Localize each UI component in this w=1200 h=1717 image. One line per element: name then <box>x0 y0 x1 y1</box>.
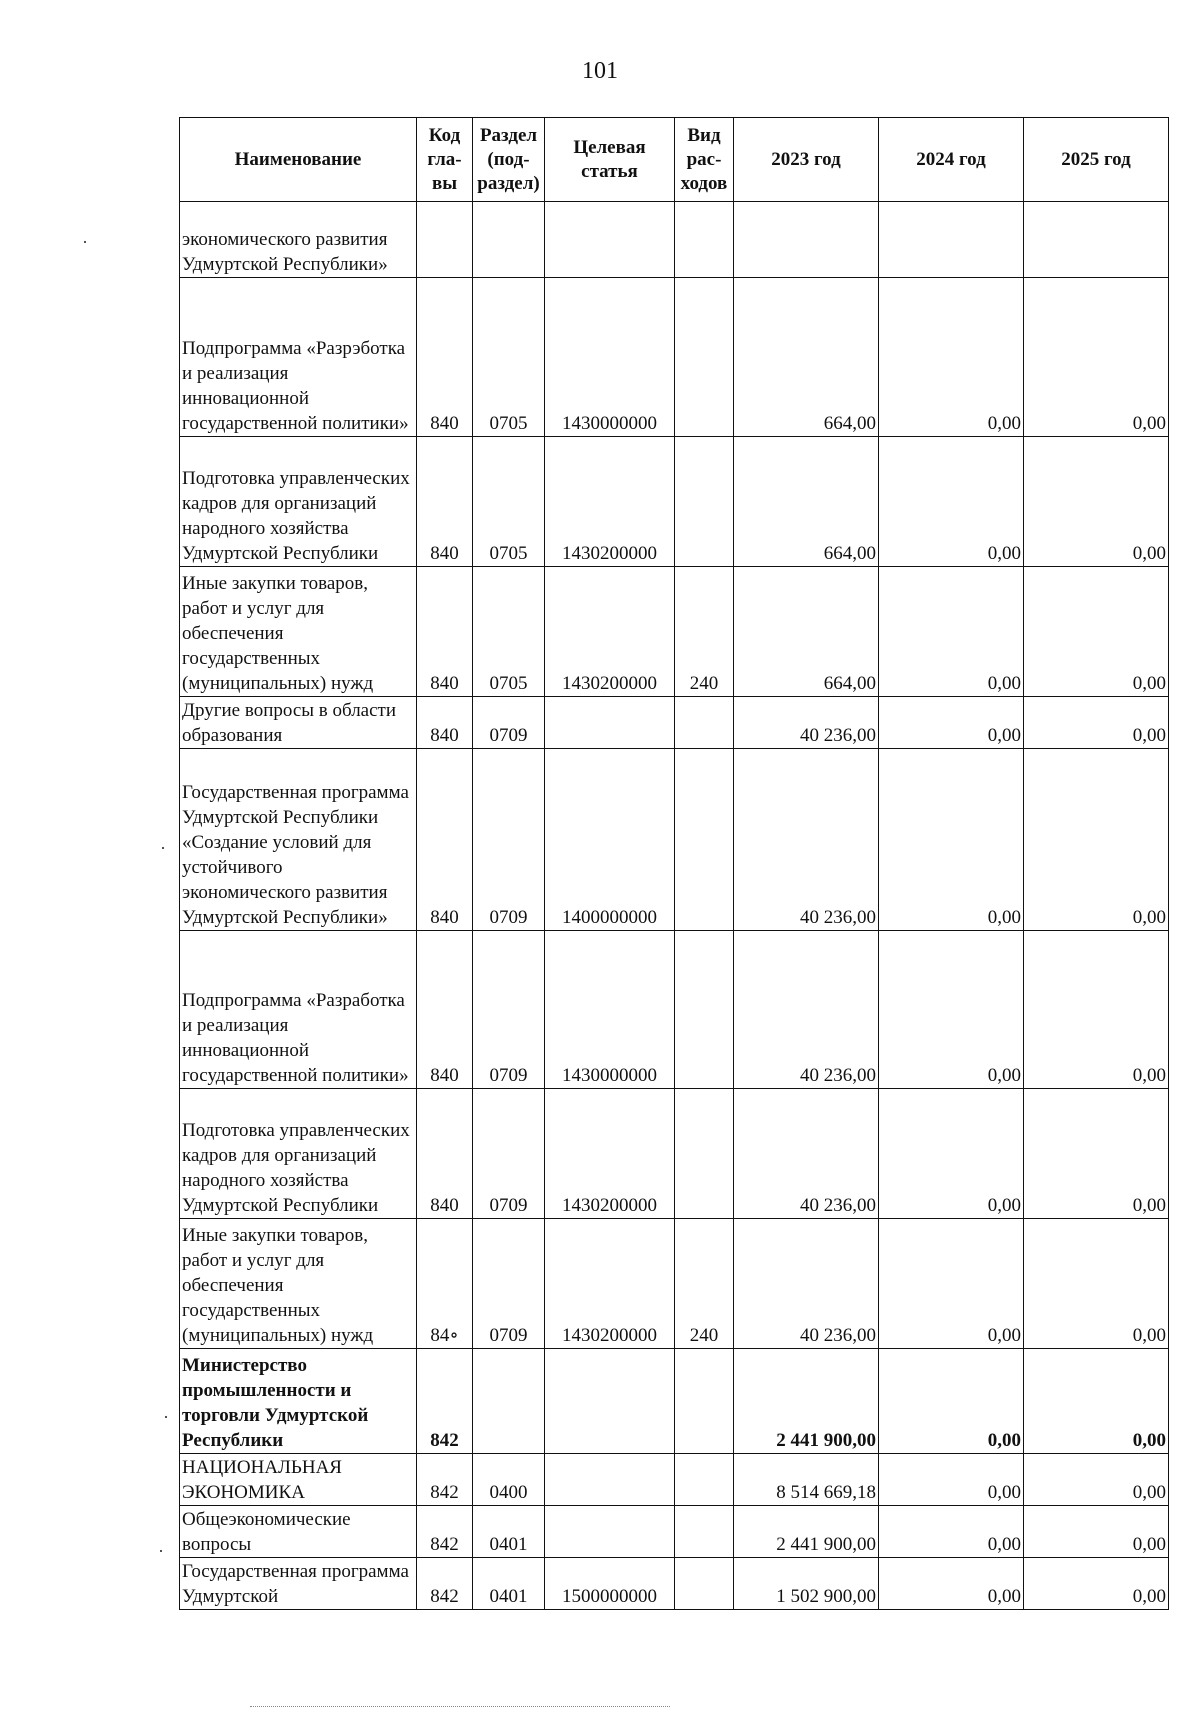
table-row <box>180 697 1169 749</box>
scan-artifact-line <box>250 1706 670 1707</box>
cell-y2024 <box>879 202 1024 278</box>
cell-chapter: 840 <box>417 567 473 697</box>
cell-section <box>473 202 545 278</box>
cell-name: Подготовка управленческих кадров для организаций народного хозяйства Удмуртской Республики <box>180 1089 417 1219</box>
cell-section: 0709 <box>473 931 545 1089</box>
cell-y2024: 0,00 <box>879 437 1024 567</box>
cell-y2024: 0,00 <box>879 1454 1024 1506</box>
cell-target <box>545 1349 675 1454</box>
table-row <box>180 931 1169 1089</box>
cell-exp-type <box>675 1454 734 1506</box>
cell-target: 1500000000 <box>545 1558 675 1610</box>
cell-y2025: 0,00 <box>1024 1454 1169 1506</box>
table-row <box>180 278 1169 437</box>
cell-y2025: 0,00 <box>1024 1558 1169 1610</box>
cell-exp-type <box>675 1558 734 1610</box>
cell-section: 0400 <box>473 1454 545 1506</box>
table-header-row <box>180 118 1169 202</box>
cell-y2024: 0,00 <box>879 567 1024 697</box>
col-header-chapter: Код гла-вы <box>417 118 473 202</box>
cell-chapter: 84∘ <box>417 1219 473 1349</box>
cell-y2024: 0,00 <box>879 278 1024 437</box>
scan-dot: · <box>82 232 88 252</box>
cell-target: 1430000000 <box>545 278 675 437</box>
cell-y2023: 40 236,00 <box>734 697 879 749</box>
cell-y2023: 40 236,00 <box>734 749 879 931</box>
cell-exp-type <box>675 202 734 278</box>
cell-exp-type <box>675 1349 734 1454</box>
cell-name: Иные закупки товаров, работ и услуг для обеспечения государственных (муниципальных) нужд <box>180 1219 417 1349</box>
cell-chapter: 840 <box>417 1089 473 1219</box>
cell-chapter: 842 <box>417 1506 473 1558</box>
cell-section: 0705 <box>473 437 545 567</box>
cell-y2025: 0,00 <box>1024 1219 1169 1349</box>
table-row <box>180 437 1169 567</box>
cell-exp-type <box>675 437 734 567</box>
cell-section <box>473 1349 545 1454</box>
col-header-2025: 2025 год <box>1024 118 1169 202</box>
cell-y2025: 0,00 <box>1024 1089 1169 1219</box>
cell-target: 1430200000 <box>545 437 675 567</box>
scan-dot: · <box>158 1541 164 1561</box>
cell-y2023: 8 514 669,18 <box>734 1454 879 1506</box>
cell-y2023: 664,00 <box>734 437 879 567</box>
cell-name: Подпрограмма «Разрэботка и реализация инновационной государственной политики» <box>180 278 417 437</box>
cell-name: Другие вопросы в области образования <box>180 697 417 749</box>
cell-y2025: 0,00 <box>1024 567 1169 697</box>
cell-y2024: 0,00 <box>879 697 1024 749</box>
cell-y2024: 0,00 <box>879 1219 1024 1349</box>
cell-target <box>545 1454 675 1506</box>
table-row <box>180 749 1169 931</box>
cell-section: 0401 <box>473 1558 545 1610</box>
cell-name: Государственная программа Удмуртской Республики «Создание условий для устойчивого экономического развития Удмуртской Республики» <box>180 749 417 931</box>
cell-y2023: 2 441 900,00 <box>734 1506 879 1558</box>
cell-target: 1430000000 <box>545 931 675 1089</box>
table-row <box>180 1558 1169 1610</box>
cell-chapter: 840 <box>417 278 473 437</box>
table-row <box>180 1089 1169 1219</box>
cell-section: 0709 <box>473 1219 545 1349</box>
cell-exp-type: 240 <box>675 1219 734 1349</box>
cell-exp-type: 240 <box>675 567 734 697</box>
cell-chapter: 840 <box>417 931 473 1089</box>
cell-y2025: 0,00 <box>1024 697 1169 749</box>
table-row <box>180 1349 1169 1454</box>
col-header-exp-type: Вид рас-ходов <box>675 118 734 202</box>
cell-exp-type <box>675 278 734 437</box>
table-row <box>180 567 1169 697</box>
cell-y2023: 664,00 <box>734 567 879 697</box>
table-row <box>180 1454 1169 1506</box>
cell-section: 0709 <box>473 749 545 931</box>
table-row <box>180 202 1169 278</box>
cell-y2024: 0,00 <box>879 1349 1024 1454</box>
cell-y2025: 0,00 <box>1024 1506 1169 1558</box>
cell-name: Министерство промышленности и торговли Удмуртской Республики <box>180 1349 417 1454</box>
cell-target: 1430200000 <box>545 567 675 697</box>
cell-name: Общеэкономические вопросы <box>180 1506 417 1558</box>
cell-chapter: 840 <box>417 749 473 931</box>
cell-name: экономического развития Удмуртской Республики» <box>180 202 417 278</box>
page-number: 101 <box>582 58 618 84</box>
cell-target <box>545 202 675 278</box>
cell-section: 0709 <box>473 697 545 749</box>
scan-dot: · <box>160 838 166 858</box>
cell-y2024: 0,00 <box>879 749 1024 931</box>
cell-y2023: 40 236,00 <box>734 1219 879 1349</box>
cell-y2023: 664,00 <box>734 278 879 437</box>
cell-y2024: 0,00 <box>879 1089 1024 1219</box>
cell-y2024: 0,00 <box>879 931 1024 1089</box>
scan-dot: · <box>163 1407 169 1427</box>
cell-chapter: 842 <box>417 1454 473 1506</box>
col-header-2024: 2024 год <box>879 118 1024 202</box>
cell-chapter: 842 <box>417 1558 473 1610</box>
cell-target: 1430200000 <box>545 1219 675 1349</box>
cell-exp-type <box>675 749 734 931</box>
cell-section: 0705 <box>473 278 545 437</box>
col-header-2023: 2023 год <box>734 118 879 202</box>
table-row <box>180 1219 1169 1349</box>
cell-chapter: 842 <box>417 1349 473 1454</box>
cell-y2025: 0,00 <box>1024 278 1169 437</box>
col-header-target: Целевая статья <box>545 118 675 202</box>
table-body <box>180 202 1169 1610</box>
cell-target: 1430200000 <box>545 1089 675 1219</box>
cell-chapter: 840 <box>417 697 473 749</box>
cell-section: 0709 <box>473 1089 545 1219</box>
cell-y2025: 0,00 <box>1024 1349 1169 1454</box>
cell-y2023: 40 236,00 <box>734 1089 879 1219</box>
col-header-name: Наименование <box>180 118 417 202</box>
table-row <box>180 1506 1169 1558</box>
cell-name: Иные закупки товаров, работ и услуг для обеспечения государственных (муниципальных) нужд <box>180 567 417 697</box>
cell-y2023 <box>734 202 879 278</box>
cell-y2023: 1 502 900,00 <box>734 1558 879 1610</box>
cell-exp-type <box>675 1089 734 1219</box>
cell-name: Подготовка управленческих кадров для организаций народного хозяйства Удмуртской Республики <box>180 437 417 567</box>
cell-name: НАЦИОНАЛЬНАЯ ЭКОНОМИКА <box>180 1454 417 1506</box>
cell-name: Государственная программа Удмуртской <box>180 1558 417 1610</box>
cell-y2025: 0,00 <box>1024 931 1169 1089</box>
cell-y2023: 40 236,00 <box>734 931 879 1089</box>
cell-exp-type <box>675 1506 734 1558</box>
cell-target <box>545 1506 675 1558</box>
cell-section: 0401 <box>473 1506 545 1558</box>
cell-section: 0705 <box>473 567 545 697</box>
cell-exp-type <box>675 697 734 749</box>
cell-chapter <box>417 202 473 278</box>
cell-chapter: 840 <box>417 437 473 567</box>
cell-y2024: 0,00 <box>879 1558 1024 1610</box>
cell-y2023: 2 441 900,00 <box>734 1349 879 1454</box>
cell-y2025 <box>1024 202 1169 278</box>
cell-target <box>545 697 675 749</box>
cell-y2025: 0,00 <box>1024 437 1169 567</box>
budget-table <box>179 117 1169 1610</box>
cell-target: 1400000000 <box>545 749 675 931</box>
cell-y2025: 0,00 <box>1024 749 1169 931</box>
cell-y2024: 0,00 <box>879 1506 1024 1558</box>
col-header-section: Раздел (под-раздел) <box>473 118 545 202</box>
cell-exp-type <box>675 931 734 1089</box>
cell-name: Подпрограмма «Разработка и реализация инновационной государственной политики» <box>180 931 417 1089</box>
